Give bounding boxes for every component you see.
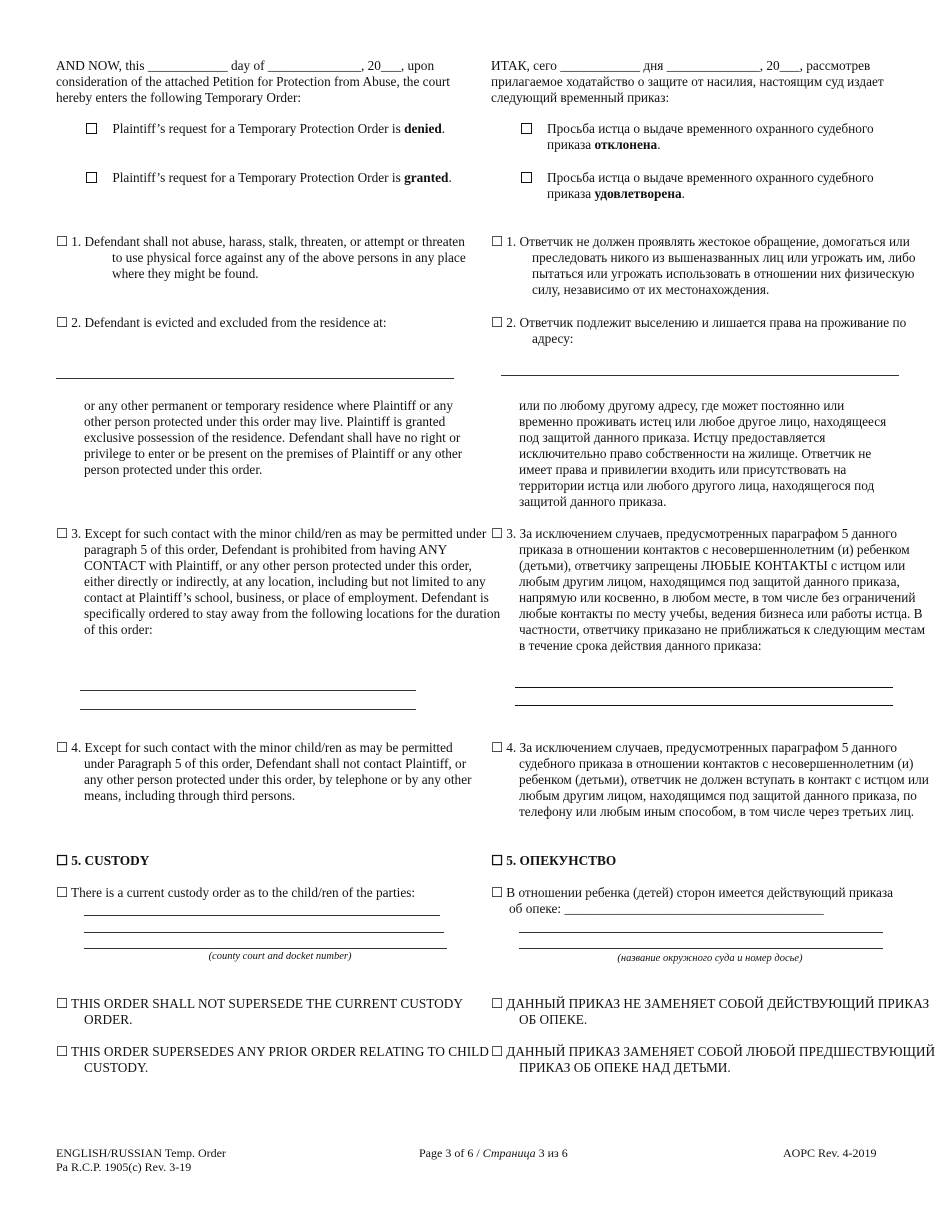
request-denied-en: Plaintiff’s request for a Temporary Protection Order is denied.	[86, 121, 476, 137]
intro-english: AND NOW, this ____________ day of ______________, 20___, upon consideration of the attached Petition for Protection from Abuse, the court hereby enters the following Temporary Order:	[56, 58, 450, 105]
item4-english: ☐ 4. Except for such contact with the minor child/ren as may be permitted under Paragraph 5 of this order, Defendant shall not contact Plaintiff, or any other person protected under this order, by telephone or by any other means, including through third persons.	[56, 740, 472, 803]
custody-line-1-en[interactable]	[84, 915, 440, 916]
footer-page-number: Page 3 of 6 / Страница 3 из 6	[419, 1146, 568, 1160]
checkbox-request-denied[interactable]	[86, 123, 97, 134]
custody-line-1-ru[interactable]	[519, 932, 883, 933]
footer-revision: AOPC Rev. 4-2019	[783, 1146, 877, 1160]
supersedes-ru: ☐ ДАННЫЙ ПРИКАЗ ЗАМЕНЯЕТ СОБОЙ ЛЮБОЙ ПРЕДШЕСТВУЮЩИЙ ПРИКАЗ ОБ ОПЕКЕ НАД ДЕТЬМИ.	[491, 1044, 936, 1075]
location-line-2-en[interactable]	[80, 709, 416, 710]
address-line-ru[interactable]	[501, 375, 899, 376]
supersedes-en: ☐ THIS ORDER SUPERSEDES ANY PRIOR ORDER RELATING TO CHILD CUSTODY.	[56, 1044, 489, 1075]
request-granted-en: Plaintiff’s request for a Temporary Protection Order is granted.	[86, 170, 476, 186]
intro-russian: ИТАК, сего ____________ дня ______________, 20___, рассмотрев прилагаемое ходатайство о защите от насилия, настоящим суд издает следующий временный приказ:	[491, 58, 884, 105]
item4-russian: ☐ 4. За исключением случаев, предусмотренных параграфом 5 данного судебного приказа в отношении контактов с несовершеннолетним (и) ребенком (детьми), ответчик не должен вступать в контакт с истцом или любым другим лицом, находящимся под защитой данного приказа, по телефону или любым иным способом, в том числе через третьих лиц.	[491, 740, 929, 819]
item3-english: ☐ 3. Except for such contact with the minor child/ren as may be permitted under paragraph 5 of this order, Defendant is prohibited from having ANY CONTACT with Plaintiff, or any other person protected under this order, either directly or indirectly, at any location, including but not limited to any contact at Plaintiff’s school, business, or place of employment. Defendant is specifically ordered to stay away from the following locations for the duration of this order:	[56, 526, 501, 637]
custody-caption-en: (county court and docket number)	[208, 951, 352, 962]
checkbox-request-granted[interactable]	[86, 172, 97, 183]
custody-heading-ru: ☐ 5. ОПЕКУНСТВО	[491, 853, 617, 868]
location-line-2-ru[interactable]	[515, 705, 893, 706]
item2-russian: ☐ 2. Ответчик подлежит выселению и лишается права на проживание по адресу:	[491, 315, 907, 346]
custody-line-2-en[interactable]	[84, 932, 444, 933]
request-denied-ru: Просьба истца о выдаче временного охранного судебного приказа отклонена.	[547, 121, 874, 152]
custody-line-2-ru[interactable]	[519, 948, 883, 949]
item3-russian: ☐ 3. За исключением случаев, предусмотренных параграфом 5 данного приказа в отношении контактов с несовершеннолетним (и) ребенком (детьми), ответчику запрещены ЛЮБЫЕ КОНТАКТЫ с истцом или любым другим лицом, находящимся под защитой данного приказа, напрямую или косвенно, в любом месте, в том числе без ограничений любые контакты по месту учебы, ведения бизнеса или работы истца. В частности, ответчику приказано не приближаться к следующим местам в течение срока действия данного приказа:	[491, 526, 926, 653]
request-granted-ru: Просьба истца о выдаче временного охранного судебного приказа удовлетворена.	[547, 170, 874, 201]
custody-caption-ru: (название окружного суда и номер досье)	[617, 953, 803, 964]
current-custody-ru: ☐ В отношении ребенка (детей) сторон имеется действующий приказа об опеке: _______________________________________	[491, 885, 894, 916]
checkbox-request-granted-ru[interactable]	[521, 170, 532, 186]
item1-russian: ☐ 1. Ответчик не должен проявлять жестокое обращение, домогаться или преследовать никого из вышеназванных лиц или угрожать им, либо пытаться или угрожать использовать в отношении них физическую силу, независимо от их местонахождения.	[491, 234, 916, 297]
location-line-1-ru[interactable]	[515, 687, 893, 688]
not-supersede-ru: ☐ ДАННЫЙ ПРИКАЗ НЕ ЗАМЕНЯЕТ СОБОЙ ДЕЙСТВУЮЩИЙ ПРИКАЗ ОБ ОПЕКЕ.	[491, 996, 930, 1027]
address-line-en[interactable]	[56, 378, 454, 379]
location-line-1-en[interactable]	[80, 690, 416, 691]
footer-form-id: ENGLISH/RUSSIAN Temp. Order Pa R.C.P. 1905(c) Rev. 3-19	[56, 1146, 226, 1174]
item1-english: ☐ 1. Defendant shall not abuse, harass, stalk, threaten, or attempt or threaten to use physical force against any of the above persons in any place where they might be found.	[56, 234, 466, 281]
item2-continuation-ru: или по любому другому адресу, где может постоянно или временно проживать истец или любое другое лицо, находящееся под защитой данного приказа. Истцу предоставляется исключительно право собственности на жилище. Ответчик не имеет права и привилегии входить или присутствовать на территории истца или любого другого лица, находящегося под защитой данного приказа.	[519, 398, 887, 509]
item2-continuation-en: or any other permanent or temporary residence where Plaintiff or any other person protected under this order may live. Plaintiff is granted exclusive possession of the residence. Defendant shall have no right or privilege to enter or be present on the premises of Plaintiff or any other person protected under this order.	[84, 398, 463, 477]
not-supersede-en: ☐ THIS ORDER SHALL NOT SUPERSEDE THE CURRENT CUSTODY ORDER.	[56, 996, 463, 1027]
item2-english: ☐ 2. Defendant is evicted and excluded from the residence at:	[56, 315, 387, 330]
checkbox-request-denied-ru[interactable]	[521, 121, 532, 137]
current-custody-en: ☐ There is a current custody order as to the child/ren of the parties:	[56, 885, 416, 900]
custody-heading-en: ☐ 5. CUSTODY	[56, 853, 150, 868]
